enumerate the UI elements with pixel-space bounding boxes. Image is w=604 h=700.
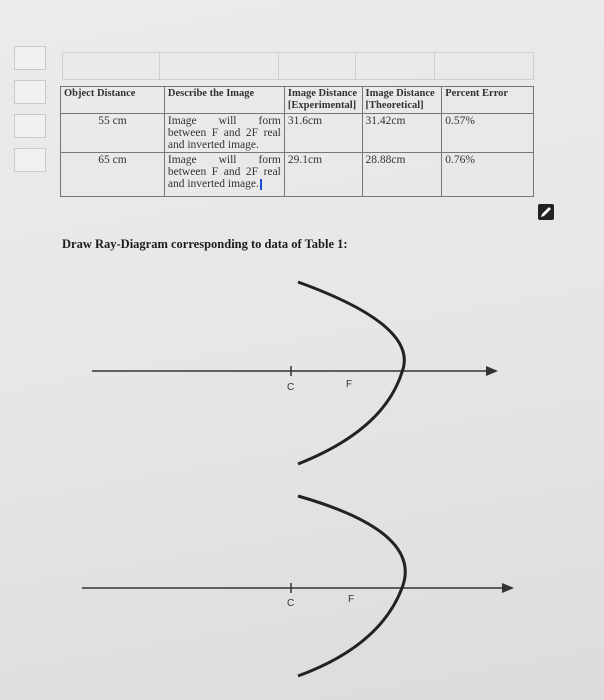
axis-arrowhead	[486, 366, 498, 376]
cell-experimental[interactable]: 29.1cm	[284, 153, 362, 197]
cell-percent-error[interactable]: 0.76%	[442, 153, 534, 197]
cell-theoretical[interactable]: 28.88cm	[362, 153, 442, 197]
ray-diagram-2	[82, 496, 514, 676]
cell-theoretical[interactable]: 31.42cm	[362, 114, 442, 153]
cell-description[interactable]: Image will form between F and 2F real and inverted image.	[164, 114, 284, 153]
cell-percent-error[interactable]: 0.57%	[442, 114, 534, 153]
header-percent-error: Percent Error	[442, 87, 534, 114]
cell-object-distance[interactable]: 65 cm	[61, 153, 165, 197]
description-text: Image will form between F and 2F real and inverted image.	[167, 154, 281, 190]
header-object-distance: Object Distance	[61, 87, 165, 114]
header-image-distance-theoretical: Image Distance [Theoretical]	[362, 87, 442, 114]
ray-diagram-prompt: Draw Ray-Diagram corresponding to data of Table 1:	[62, 237, 348, 251]
center-label: C	[287, 598, 295, 609]
focus-label: F	[346, 379, 353, 390]
cell-object-distance[interactable]: 55 cm	[61, 114, 165, 153]
header-describe-image: Describe the Image	[164, 87, 284, 114]
ray-diagram-1	[92, 282, 498, 464]
concave-mirror	[298, 496, 405, 676]
header-image-distance-experimental: Image Distance [Experimental]	[284, 87, 362, 114]
axis-arrowhead	[502, 583, 514, 593]
center-label: C	[287, 382, 295, 393]
concave-mirror	[298, 282, 404, 464]
cell-experimental[interactable]: 31.6cm	[284, 114, 362, 153]
focus-label: F	[348, 594, 355, 605]
